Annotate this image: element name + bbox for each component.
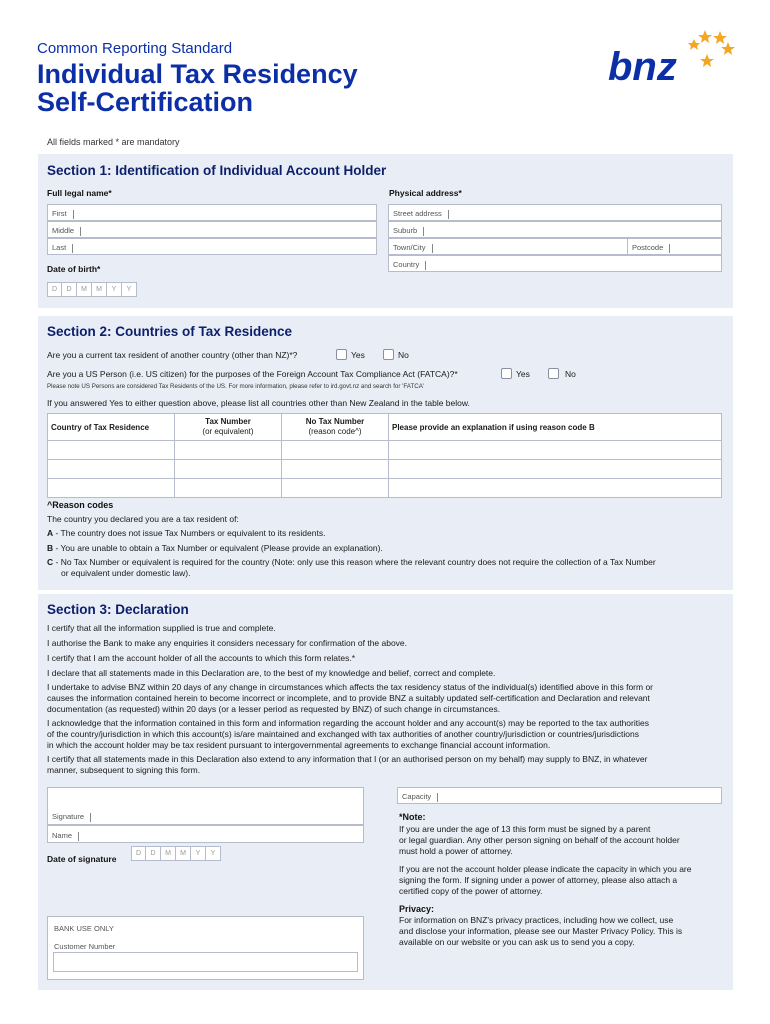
note-2-line-1: If you are not the account holder please indicate the capacity in which you are [399,864,692,874]
cell-no-tax-number[interactable] [282,441,389,460]
dob-m2[interactable]: M [92,282,107,297]
question-us-person: Are you a US Person (i.e. US citizen) for the purposes of the Foreign Account Tax Compliance Act (FATCA)?* [47,369,458,379]
privacy-line-3: available on our website or you can ask us to send you a copy. [399,937,635,947]
reason-a: A - The country does not issue Tax Numbers or equivalent to its residents. [47,528,326,538]
date-of-signature-label: Date of signature [47,854,117,864]
country-placeholder: Country [393,260,426,270]
dos-y1[interactable]: Y [191,846,206,861]
q2-no-checkbox[interactable] [548,368,559,379]
q2-no-label: No [565,369,576,379]
cell-country[interactable] [48,460,175,479]
table-row [48,460,722,479]
first-name-field[interactable] [47,204,377,221]
q1-yes-label: Yes [351,350,365,360]
last-name-placeholder: Last [52,243,73,253]
cell-tax-number[interactable] [175,479,282,498]
q2-yes-label: Yes [516,369,530,379]
note-1-line-1: If you are under the age of 13 this form must be signed by a parent [399,824,651,834]
customer-number-label: Customer Number [54,942,116,951]
reason-b: B - You are unable to obtain a Tax Number or equivalent (Please provide an explanation). [47,543,383,553]
th-explanation: Please provide an explanation if using reason code B [389,414,722,441]
decl-line-3: I certify that I am the account holder of all the accounts to which this form relates.* [47,653,356,663]
decl-line-11: I certify that all statements made in this Declaration also extend to any information that I (or an authorised person on my behalf) may supply to BNZ, in whatever [47,754,648,764]
cell-explanation[interactable] [389,460,722,479]
signature-placeholder: Signature [52,812,91,822]
title-line-2: Self-Certification [37,87,254,117]
mandatory-note: All fields marked * are mandatory [47,137,180,147]
us-person-note: Please note US Persons are considered Tax Residents of the US. For more information, please refer to ird.govt.nz and search for 'FATCA' [47,383,424,390]
middle-name-field[interactable] [47,221,377,238]
dos-d2[interactable]: D [146,846,161,861]
logo-stars [688,30,735,67]
q1-no-label: No [398,350,409,360]
reason-codes-title: ^Reason codes [47,500,114,510]
dos-m1[interactable]: M [161,846,176,861]
th-country: Country of Tax Residence [48,414,175,441]
dob-y1[interactable]: Y [107,282,122,297]
note-1-line-2: or legal guardian. Any other person signing on behalf of the account holder [399,835,680,845]
decl-line-2: I authorise the Bank to make any enquiries it considers necessary for confirmation of the above. [47,638,408,648]
middle-name-placeholder: Middle [52,226,81,236]
section-3-title: Section 3: Declaration [47,602,189,617]
tax-residence-table [47,413,722,498]
cell-tax-number[interactable] [175,460,282,479]
last-name-field[interactable] [47,238,377,255]
decl-line-4: I declare that all statements made in this Declaration are, to the best of my knowledge and belief, correct and complete. [47,668,496,678]
table-row [48,479,722,498]
date-of-signature-field[interactable] [131,846,221,861]
cell-no-tax-number[interactable] [282,479,389,498]
full-name-label: Full legal name* [47,188,112,198]
decl-line-5: I undertake to advise BNZ within 20 days of any change in circumstances which affects the tax residency status of the individual(s) identified above in this form or [47,682,654,692]
address-label: Physical address* [389,188,462,198]
country-field[interactable] [388,255,722,272]
note-1-line-3: must hold a power of attorney. [399,846,513,856]
note-title: *Note: [399,812,426,822]
dob-d2[interactable]: D [62,282,77,297]
question-tax-resident: Are you a current tax resident of another country (other than NZ)*? [47,350,298,360]
decl-line-9: of the country/jurisdiction in which this account(s) is/are maintained and exchanged with tax authorities of another country/jurisdiction or countries/jurisdictions [47,729,639,739]
decl-line-6: causes the information contained herein to become incorrect or incomplete, and to provide BNZ a suitably updated self-certification and Declaration and relevant [47,693,650,703]
form-eyebrow: Common Reporting Standard [37,40,233,57]
postcode-placeholder: Postcode [632,243,670,253]
reason-intro: The country you declared you are a tax resident of: [47,514,239,524]
note-2-line-2: signing the form. If signing under a power of attorney, please also attach a [399,875,678,885]
section-1-panel [38,154,733,308]
cell-country[interactable] [48,479,175,498]
reason-c: C - No Tax Number or equivalent is required for the country (Note: only use this reason where the relevant country does not require the collection of a Tax Number [47,557,656,567]
capacity-placeholder: Capacity [402,792,438,802]
suburb-field[interactable] [388,221,722,238]
q2-yes-checkbox[interactable] [501,368,512,379]
cell-country[interactable] [48,441,175,460]
suburb-placeholder: Suburb [393,226,424,236]
capacity-field[interactable] [397,787,722,804]
cell-explanation[interactable] [389,479,722,498]
dob-label: Date of birth* [47,264,101,274]
section-3-panel [38,594,733,990]
dob-field[interactable] [47,282,137,297]
town-city-field[interactable] [388,238,628,255]
name-field[interactable] [47,825,364,843]
table-header-row [48,414,722,441]
street-placeholder: Street address [393,209,449,219]
dos-m2[interactable]: M [176,846,191,861]
bank-use-label: BANK USE ONLY [54,924,114,933]
town-placeholder: Town/City [393,243,433,253]
q1-no-checkbox[interactable] [383,349,394,360]
decl-line-8: I acknowledge that the information contained in this form and information regarding the account holder and any account(s) may be reported to the tax authorities [47,718,649,728]
street-address-field[interactable] [388,204,722,221]
table-row [48,441,722,460]
decl-line-7: documentation (as requested) within 20 days (or a lesser period as requested by BNZ) of such change in circumstances. [47,704,501,714]
privacy-title: Privacy: [399,904,435,914]
postcode-field[interactable] [627,238,722,255]
note-2-line-3: certified copy of the power of attorney. [399,886,543,896]
table-instruction: If you answered Yes to either question above, please list all countries other than New Zealand in the table below. [47,398,470,408]
section-2-title: Section 2: Countries of Tax Residence [47,324,293,339]
cell-no-tax-number[interactable] [282,460,389,479]
logo-text: bnz [608,45,677,88]
bnz-logo [606,28,736,88]
th-no-tax-number: No Tax Number (reason code^) [282,414,389,441]
bank-use-box [47,916,364,980]
signature-field[interactable] [47,787,364,825]
section-1-title: Section 1: Identification of Individual Account Holder [47,163,387,178]
section-2-panel [38,316,733,590]
dos-d1[interactable]: D [131,846,146,861]
form-title [37,60,358,116]
title-line-1: Individual Tax Residency [37,59,358,89]
cell-explanation[interactable] [389,441,722,460]
dob-m1[interactable]: M [77,282,92,297]
dob-d1[interactable]: D [47,282,62,297]
cell-tax-number[interactable] [175,441,282,460]
first-name-placeholder: First [52,209,74,219]
customer-number-field[interactable] [53,952,358,972]
decl-line-1: I certify that all the information supplied is true and complete. [47,623,276,633]
dob-y2[interactable]: Y [122,282,137,297]
th-tax-number: Tax Number (or equivalent) [175,414,282,441]
privacy-line-1: For information on BNZ's privacy practices, including how we collect, use [399,915,674,925]
reason-c-cont: or equivalent under domestic law). [61,568,191,578]
decl-line-12: manner, subsequent to signing this form. [47,765,201,775]
decl-line-10: in which the account holder may be tax resident pursuant to intergovernmental agreements to exchange financial account information. [47,740,551,750]
dos-y2[interactable]: Y [206,846,221,861]
privacy-line-2: and disclose your information, please see our Master Privacy Policy. This is [399,926,683,936]
name-placeholder: Name [52,831,79,841]
q1-yes-checkbox[interactable] [336,349,347,360]
